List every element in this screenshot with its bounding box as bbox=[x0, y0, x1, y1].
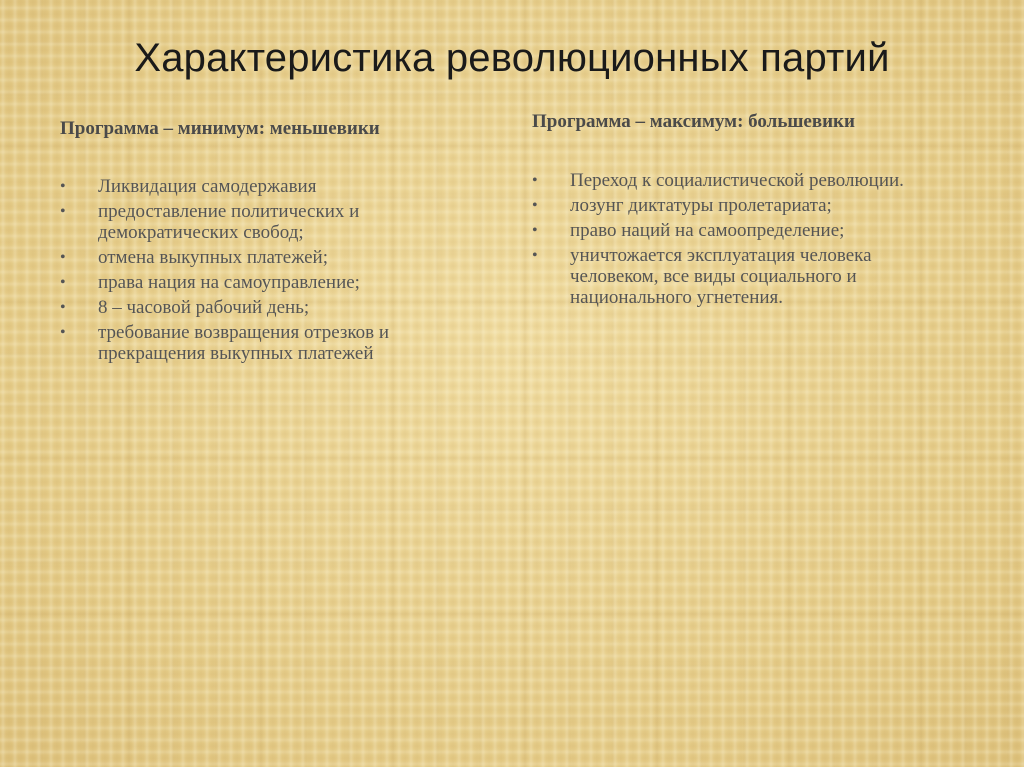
list-item bbox=[532, 220, 952, 241]
list-item bbox=[532, 245, 952, 308]
bullet-icon: • bbox=[532, 172, 538, 189]
bullet-icon: • bbox=[532, 222, 538, 239]
list-item-text: Ликвидация самодержавия bbox=[98, 176, 317, 197]
bullet-icon: • bbox=[60, 324, 66, 341]
bullet-icon: • bbox=[60, 203, 66, 220]
minimum-program-list bbox=[60, 176, 480, 364]
list-item-text: уничтожается эксплуатация человека человеком, все виды социального и национального угнетения. bbox=[570, 245, 872, 308]
list-item bbox=[60, 322, 480, 364]
list-item bbox=[532, 170, 952, 191]
list-item bbox=[60, 272, 480, 293]
list-item bbox=[60, 176, 480, 197]
minimum-program-heading: Программа – минимум: меньшевики bbox=[60, 118, 380, 139]
list-item-text: требование возвращения отрезков и прекращения выкупных платежей bbox=[98, 322, 390, 364]
bullet-icon: • bbox=[60, 178, 66, 195]
list-item-text: права нация на самоуправление; bbox=[98, 272, 360, 293]
list-item-text: Переход к социалистической революции. bbox=[570, 170, 904, 191]
list-item-text: лозунг диктатуры пролетариата; bbox=[570, 195, 832, 216]
slide-title: Характеристика революционных партий bbox=[134, 36, 890, 80]
list-item bbox=[60, 201, 480, 243]
bullet-icon: • bbox=[60, 249, 66, 266]
bullet-icon: • bbox=[60, 274, 66, 291]
bullet-icon: • bbox=[532, 197, 538, 214]
maximum-program-column bbox=[532, 111, 952, 312]
maximum-program-list bbox=[532, 170, 952, 308]
bullet-icon: • bbox=[60, 299, 66, 316]
list-item-text: предоставление политических и демократических свобод; bbox=[98, 201, 360, 243]
minimum-program-column bbox=[60, 118, 480, 368]
list-item bbox=[60, 247, 480, 268]
list-item-text: отмена выкупных платежей; bbox=[98, 247, 328, 268]
bullet-icon: • bbox=[532, 247, 538, 264]
list-item bbox=[60, 297, 480, 318]
maximum-program-heading: Программа – максимум: большевики bbox=[532, 111, 855, 132]
list-item-text: 8 – часовой рабочий день; bbox=[98, 297, 310, 318]
list-item bbox=[532, 195, 952, 216]
list-item-text: право наций на самоопределение; bbox=[570, 220, 845, 241]
